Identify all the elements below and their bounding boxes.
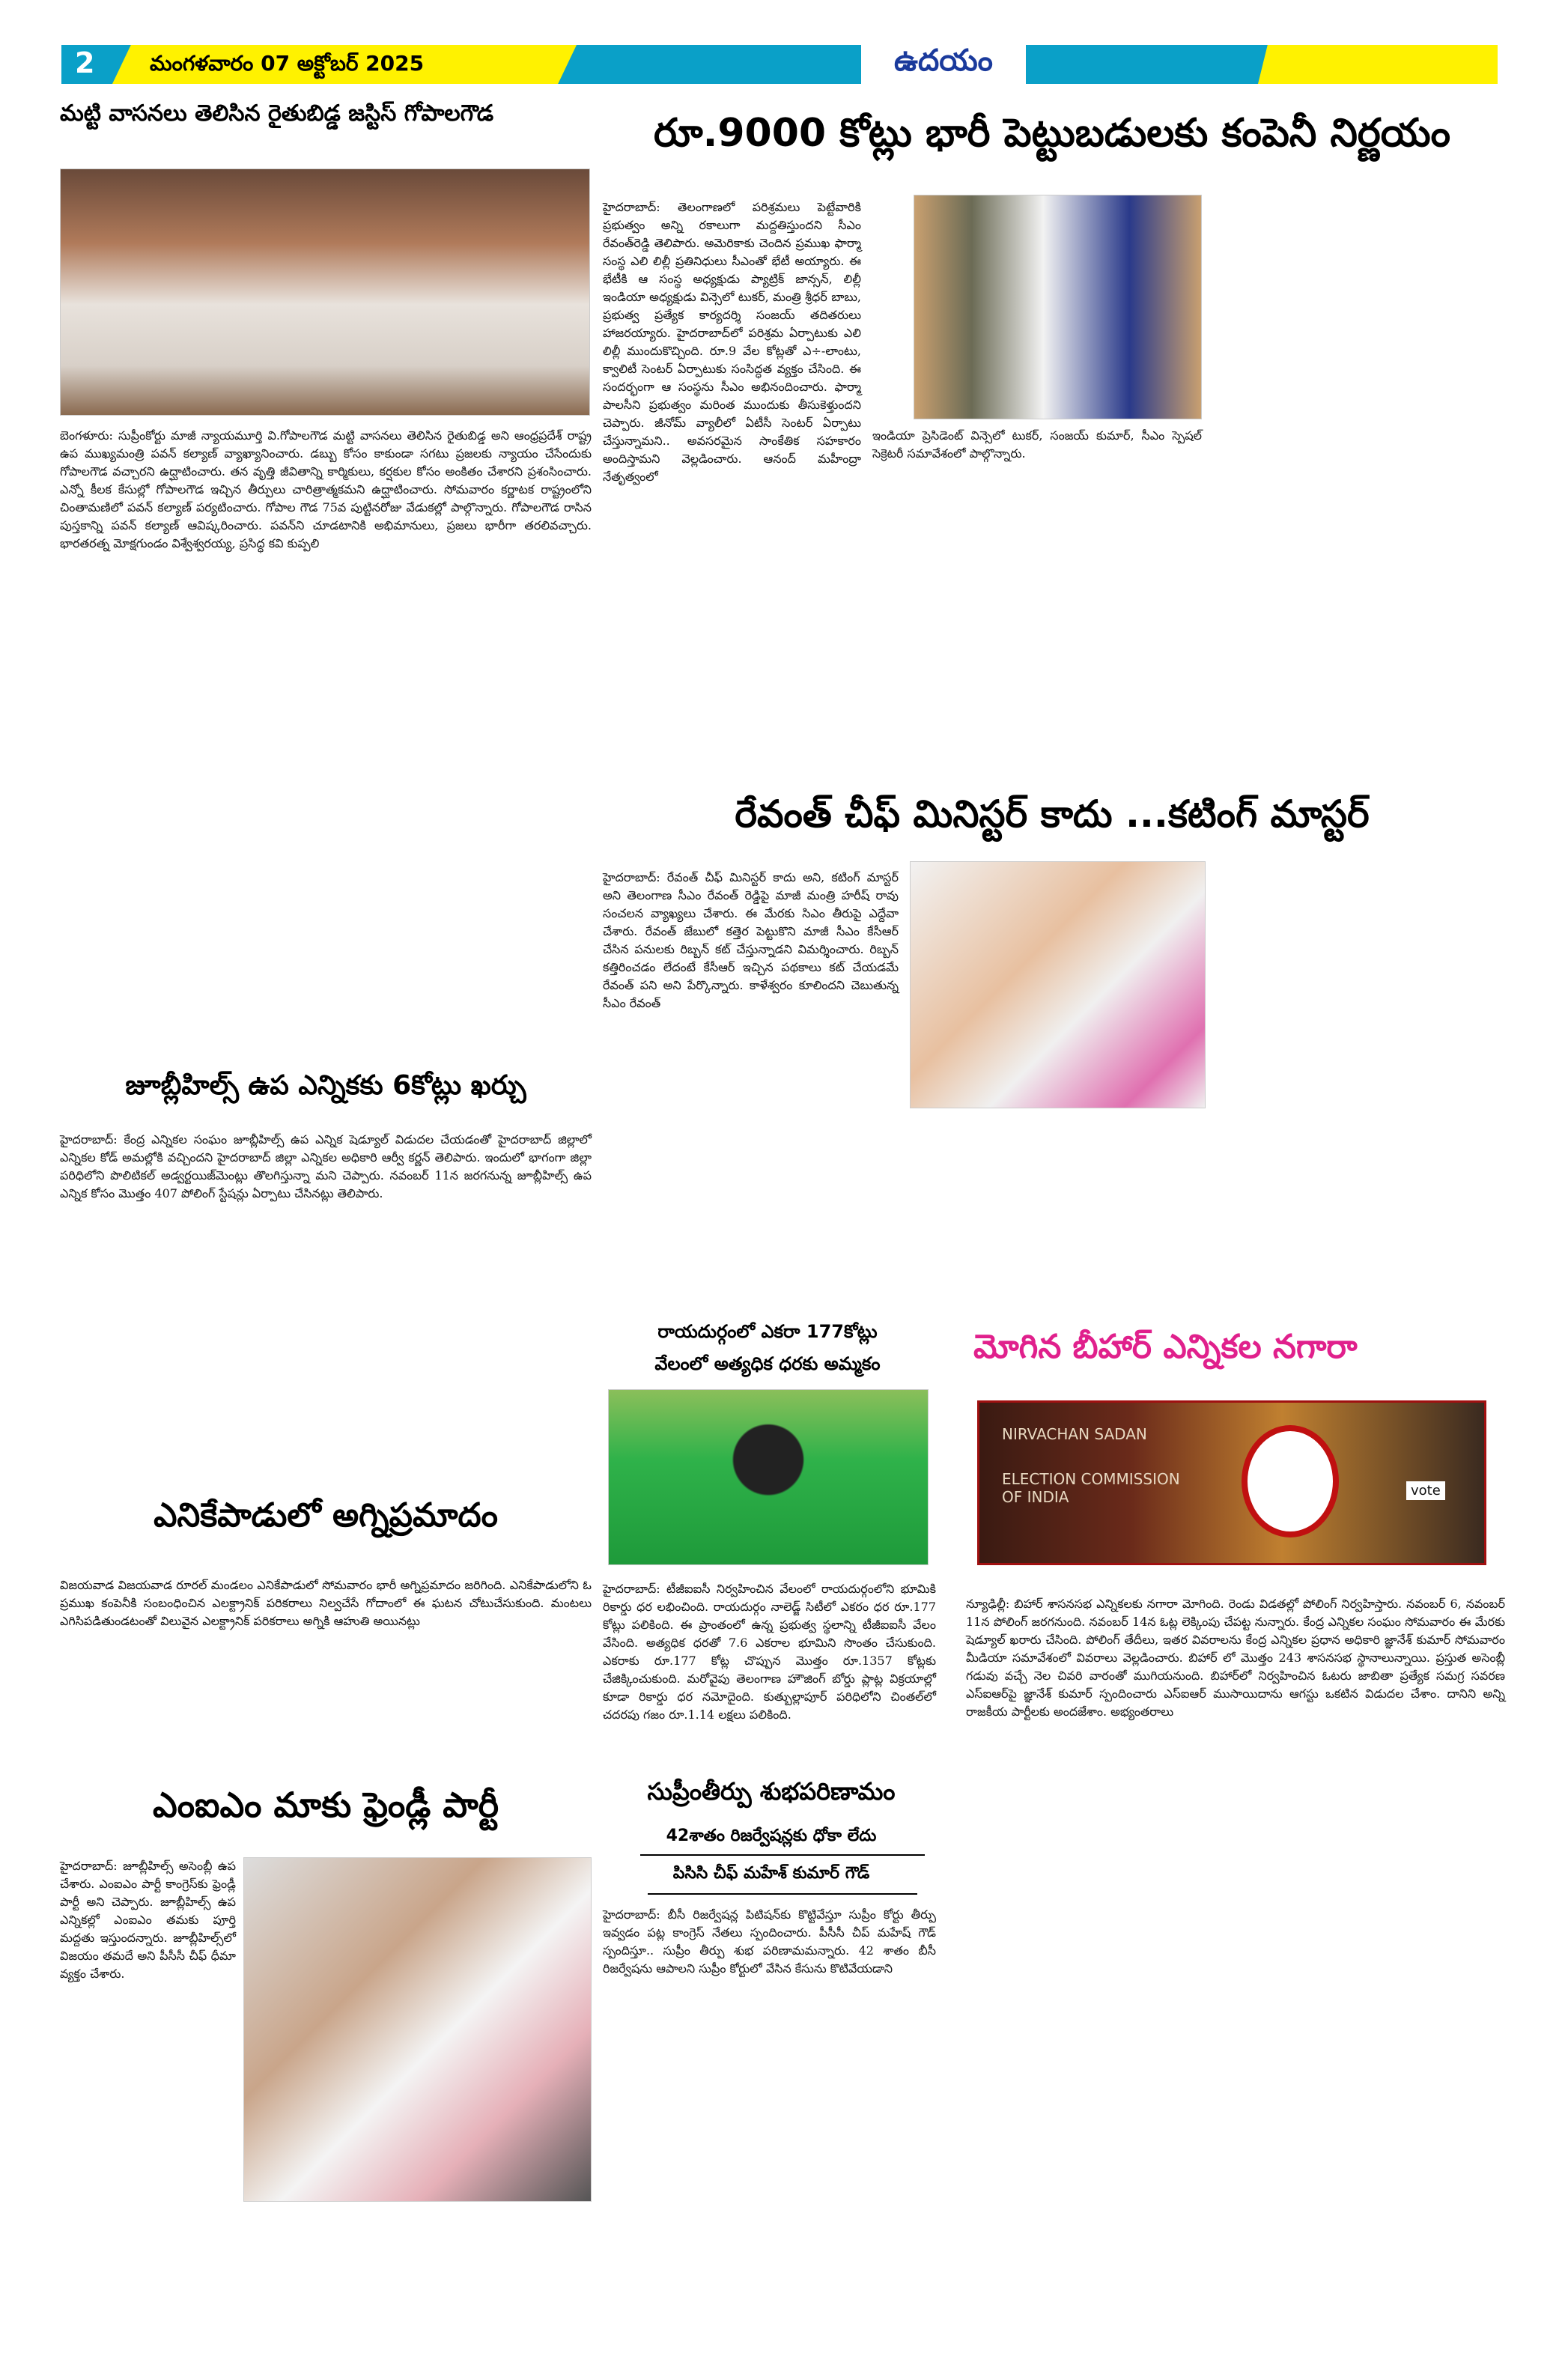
image-label-election-commission: ELECTION COMMISSION OF INDIA bbox=[1002, 1470, 1180, 1506]
logo-text: ఉదయం bbox=[894, 43, 993, 78]
subhead-pcc-chief: పిసిసి చీఫ్ మహేశ్ కుమార్ గౌడ్ bbox=[672, 1864, 870, 1883]
photo-cm-with-eli-lilly bbox=[914, 195, 1202, 419]
headline-eli-lilly: రూ.9000 కోట్లు భారీ పెట్టుబడులకు కంపెనీ నిర్ణయం bbox=[654, 111, 1450, 156]
photo-mahesh-kumar-goud bbox=[243, 1857, 592, 2202]
headline-gopalagowda: మట్టి వాసనలు తెలిసిన రైతుబిడ్డ జస్టిస్ గోపాలగౌడ bbox=[60, 100, 494, 127]
image-label-nirvachan-sadan: NIRVACHAN SADAN bbox=[1002, 1425, 1147, 1443]
ballot-emblem bbox=[1242, 1425, 1339, 1537]
subhead-42-percent: 42శాతం రిజర్వేషన్లకు ధోకా లేదు bbox=[666, 1827, 877, 1845]
photo-election-commission bbox=[977, 1400, 1486, 1565]
photo-harish-rao bbox=[910, 861, 1206, 1108]
headline-jubilee-hills: జూబ్లీహిల్స్ ఉప ఎన్నికకు 6కోట్లు ఖర్చు bbox=[125, 1070, 526, 1101]
photo-land-auction bbox=[608, 1389, 929, 1565]
headline-enikepadu: ఎనికేపాడులో అగ్నిప్రమాదం bbox=[154, 1496, 498, 1534]
article-body-mim: హైదరాబాద్: జూబ్లీహిల్స్ అసెంబ్లీ ఉప చేశారు. ఎంఐఎం పార్టీ కాంగ్రెస్‌కు ఫ్రెండ్లీ పార్టీ అని చెప్పారు. జూబ్లీహిల్స్ ఉప ఎన్నికల్లో ఎంఐఎం తమకు పూర్తి మద్దతు ఇస్తుందన్నారు. జూబ్లీహిల్స్‌లో విజయం తమదే అని పీసీసీ చీఫ్ ధీమా వ్యక్తం చేశారు. bbox=[60, 1859, 236, 1981]
subhead-rule-1 bbox=[640, 1854, 925, 1856]
article-body-enikepadu: విజయవాడ విజయవాడ రూరల్ మండలం ఎనికేపాడులో సోమవారం భారీ అగ్నిప్రమాదం జరిగింది. ఎనికేపాడులోని ఓ ప్రముఖ కంపెనీకి సంబంధించిన ఎలక్ట్రానిక్ పరికరాలు నిల్వచేసే గోదాంలో ఈ ఘటన చోటుచేసుకుంది. మంటలు ఎగిసిపడితుండటంతో విలువైన ఎలక్ట్రానిక్ పరికరాలు అగ్నికి ఆహుతి అయినట్లు bbox=[60, 1578, 592, 1628]
headline-supreme: సుప్రీంతీర్పు శుభపరిణామం bbox=[647, 1777, 896, 1806]
article-body-supreme: హైదరాబాద్: బీసీ రిజర్వేషన్ల పిటిషన్‌కు కొట్టివేస్తూ సుప్రీం కోర్టు తీర్పు ఇవ్వడం పట్ల కాంగ్రెస్ నేతలు స్పందించారు. పీసీసీ చీప్ మహేష్ గౌడ్ స్పందిస్తూ.. సుప్రీం తీర్పు శుభ పరిణామమన్నారు. 42 శాతం బీసీ రిజర్వేషను ఆపాలని సుప్రీం కోర్టులో వేసిన కేసును కొటివేయడాని bbox=[603, 1907, 936, 1976]
article-body-revanth: హైదరాబాద్: రేవంత్ చీఫ్ మినిస్టర్ కాదు అని, కటింగ్ మాస్టర్ అని తెలంగాణ సీఎం రేవంత్ రెడ్డిపై మాజీ మంత్రి హరీష్ రావు సంచలన వ్యాఖ్యలు చేశారు. ఈ మేరకు సిఎం తీరుపై ఎద్దేవా చేశారు. రేవంత్ జేబులో కత్తెర పెట్టుకొని మాజీ సీఎం కేసీఆర్ చేసిన పనులకు రిబ్బన్ కట్ చేస్తున్నాడని విమర్శించారు. రిబ్బన్ కత్తిరించడం లేదంటే కేసీఆర్ ఇచ్చిన పథకాలు కట్ చేయడమే రేవంత్ పని అని పేర్కొన్నారు. కాళేశ్వరం కూలిందని చెబుతున్న సీఎం రేవంత్ bbox=[603, 870, 899, 1010]
page-number: 2 bbox=[75, 46, 95, 79]
subhead-rule-2 bbox=[648, 1893, 917, 1895]
article-body-jubilee-hills: హైదరాబాద్: కేంద్ర ఎన్నికల సంఘం జూబ్లీహిల్స్ ఉప ఎన్నిక షెడ్యూల్ విడుదల చేయడంతో హైదరాబాద్ జిల్లాలో ఎన్నికల కోడ్ అమల్లోకి వచ్చిందని హైదరాబాద్ జిల్లా ఎన్నికల అధికారి ఆర్వీ కర్ణన్ తెలిపారు. ఇందులో భాగంగా జిల్లా పరిధిలోని పొలిటికల్ అడ్వర్టయిజ్‌మెంట్లు తొలగిస్తున్నా మని చెప్పారు. నవంబర్ 11న జరగనున్న జూబ్లీహిల్స్ ఉప ఎన్నిక కోసం మొత్తం 407 పోలింగ్ స్టేషన్లు ఏర్పాటు చేసినట్లు తెలిపారు. bbox=[60, 1132, 592, 1200]
masthead-yellow-right bbox=[1258, 45, 1498, 84]
headline-rayadurgam-line1: రాయదుర్గంలో ఎకరా 177కోట్లు bbox=[657, 1321, 878, 1342]
article-body-gopalagowda: బెంగళూరు: సుప్రీంకోర్టు మాజీ న్యాయమూర్తి వి.గోపాలగౌడ మట్టి వాసనలు తెలిసిన రైతుబిడ్డ అని ఆంధ్రప్రదేశ్ రాష్ట్ర ఉప ముఖ్యమంత్రి పవన్ కల్యాణ్ వ్యాఖ్యానించారు. డబ్బు కోసం కాకుండా సగటు ప్రజలకు న్యాయం చేసేందుకు గోపాలగౌడ వచ్చారని ఉద్ఘాటించారు. తన వృత్తి జీవితాన్ని కార్మికులు, కర్షకుల కోసం అంకితం చేశారని ప్రశంసించారు. ఎన్నో కీలక కేసుల్లో గోపాలగౌడ ఇచ్చిన తీర్పులు చారిత్రాత్మకమని ఉద్ఘాటించారు. సోమవారం కర్ణాటక రాష్ట్రంలోని చింతామణిలో పవన్ కల్యాణ్ పర్యటించారు. గోపాల గౌడ 75వ పుట్టినరోజు వేడుకల్లో పాల్గొన్నారు. గోపాలగౌడ రాసిన పుస్తకాన్ని పవన్ కల్యాణ్ ఆవిష్కరించారు. పవన్‌ని చూడటానికి అభిమానులు, ప్రజలు భారీగా తరలివచ్చారు. భారతరత్న మోక్షగుండం విశ్వేశ్వరయ్య, ప్రసిద్ధ కవి కుప్పలి bbox=[60, 428, 592, 550]
headline-revanth: రేవంత్ చీఫ్ మినిస్టర్ కాదు ...కటింగ్ మాస్టర్ bbox=[735, 792, 1370, 836]
article-body-eli-lilly-cont: ఇండియా ప్రెసిడెంట్ విన్సెలో టుకర్, సంజయ్ కుమార్, సీఎం స్పెషల్ సెక్రెటరీ సమావేశంలో పాల్గొన్నారు. bbox=[872, 428, 1202, 461]
photo-gopalagowda-event bbox=[60, 169, 590, 416]
headline-mim: ఎంఐఎం మాకు ఫ్రెండ్లీ పార్టీ bbox=[153, 1785, 499, 1825]
article-body-rayadurgam: హైదరాబాద్: టీజీఐఐసీ నిర్వహించిన వేలంలో రాయదుర్గంలోని భూమికి రికార్డు ధర లభించింది. రాయదుర్గం నాలెడ్జ్ సిటీలో ఎకరం ధర రూ.177 కోట్లు పలికింది. ఈ ప్రాంతంలో ఉన్న ప్రభుత్వ స్థలాన్ని టీజీఐఐసీ వేలం వేసింది. అత్యధిక ధరతో 7.6 ఎకరాల భూమిని సొంతం చేసుకుంది. ఎకరాకు రూ.177 కోట్ల చొప్పున మొత్తం రూ.1357 కోట్లకు చేజిక్కించుకుంది. మరోవైపు తెలంగాణ హౌజింగ్ బోర్డు ప్లాట్ల విక్రయాల్లో కూడా రికార్డు ధర నమోదైంది. కుత్బుల్లాపూర్ పరిధిలోని చింతల్‌లో చదరపు గజం రూ.1.14 లక్షలు పలికింది. bbox=[603, 1582, 936, 1722]
image-label-vote: vote bbox=[1406, 1481, 1445, 1500]
masthead-logo bbox=[861, 37, 1026, 97]
article-body-eli-lilly: హైదరాబాద్: తెలంగాణలో పరిశ్రమలు పెట్టేవారికి ప్రభుత్వం అన్ని రకాలుగా మద్దతిస్తుందని సీఎం రేవంత్‌రెడ్డి తెలిపారు. అమెరికాకు చెందిన ప్రముఖ ఫార్మా సంస్థ ఎలి లిల్లీ ప్రతినిధులు సీఎంతో భేటీ అయ్యారు. ఈ భేటీకి ఆ సంస్థ అధ్యక్షుడు ప్యాట్రిక్ జాన్సన్, లిల్లీ ఇండియా అధ్యక్షుడు విన్సెలో టుకర్, మంత్రి శ్రీధర్ బాబు, ప్రభుత్వ ప్రత్యేక కార్యదర్శి సంజయ్ తదితరులు హాజరయ్యారు. హైదరాబాద్‌లో పరిశ్రమ ఏర్పాటుకు ఎలి లిల్లీ ముందుకొచ్చింది. రూ.9 వేల కోట్లతో ఎ÷-లాంటు, క్వాలిటీ సెంటర్ ఏర్పాటుకు సంసిద్ధత వ్యక్తం చేసింది. ఈ సందర్భంగా ఆ సంస్థను సీఎం అభినందించారు. ఫార్మా పాలసీని ప్రభుత్వం మరింత ముందుకు తీసుకెళ్తుందని చెప్పారు. జీనోమ్ వ్యాలీలో ఏటీసీ సెంటర్ ఏర్పాటు చేస్తున్నామని.. అవసరమైన సాంకేతిక సహకారం అందిస్తామని వెల్లడించారు. ఆనంద్ మహీంద్రా నేతృత్వంలో bbox=[603, 200, 861, 484]
headline-bihar: మోగిన బీహార్ ఎన్నికల నగారా bbox=[973, 1328, 1358, 1366]
issue-date: మంగళవారం 07 అక్టోబర్ 2025 bbox=[150, 51, 425, 76]
headline-rayadurgam-line2: వేలంలో అత్యధిక ధరకు అమ్మకం bbox=[654, 1353, 881, 1374]
article-body-bihar: న్యూఢిల్లీ: బిహార్ శాసనసభ ఎన్నికలకు నగారా మోగింది. రెండు విడతల్లో పోలింగ్ నిర్వహిస్తారు. నవంబర్ 6, నవంబర్ 11న పోలింగ్ జరగనుంది. నవంబర్ 14న ఓట్ల లెక్కింపు చేపట్ట నున్నారు. కేంద్ర ఎన్నికల సంఘం సోమవారం ఈ మేరకు షెడ్యూల్ ఖరారు చేసింది. పోలింగ్ తేదీలు, ఇతర వివరాలను కేంద్ర ఎన్నికల ప్రధాన అధికారి జ్ఞానేశ్ కుమార్ సోమవారం మీడియా సమావేశంలో వివరాలు వెల్లడించారు. బిహార్ లో మొత్తం 243 శాసనసభ స్థానాలున్నాయి. ప్రస్తుత అసెంబ్లీ గడువు వచ్చే నెల చివరి వారంతో ముగియనుంది. బిహార్‌లో నిర్వహించిన ఓటరు జాబితా ప్రత్యేక సమగ్ర సవరణ ఎస్‌ఐఆర్‌పై జ్ఞానేశ్ కుమార్ స్పందించారు ఎస్‌ఐఆర్ ముసాయిదాను ఆగస్టు ఒకటిన విడుదల చేశాం. దానిని అన్ని రాజకీయ పార్టీలకు అందజేశాం. అభ్యంతరాలు bbox=[966, 1597, 1505, 1719]
